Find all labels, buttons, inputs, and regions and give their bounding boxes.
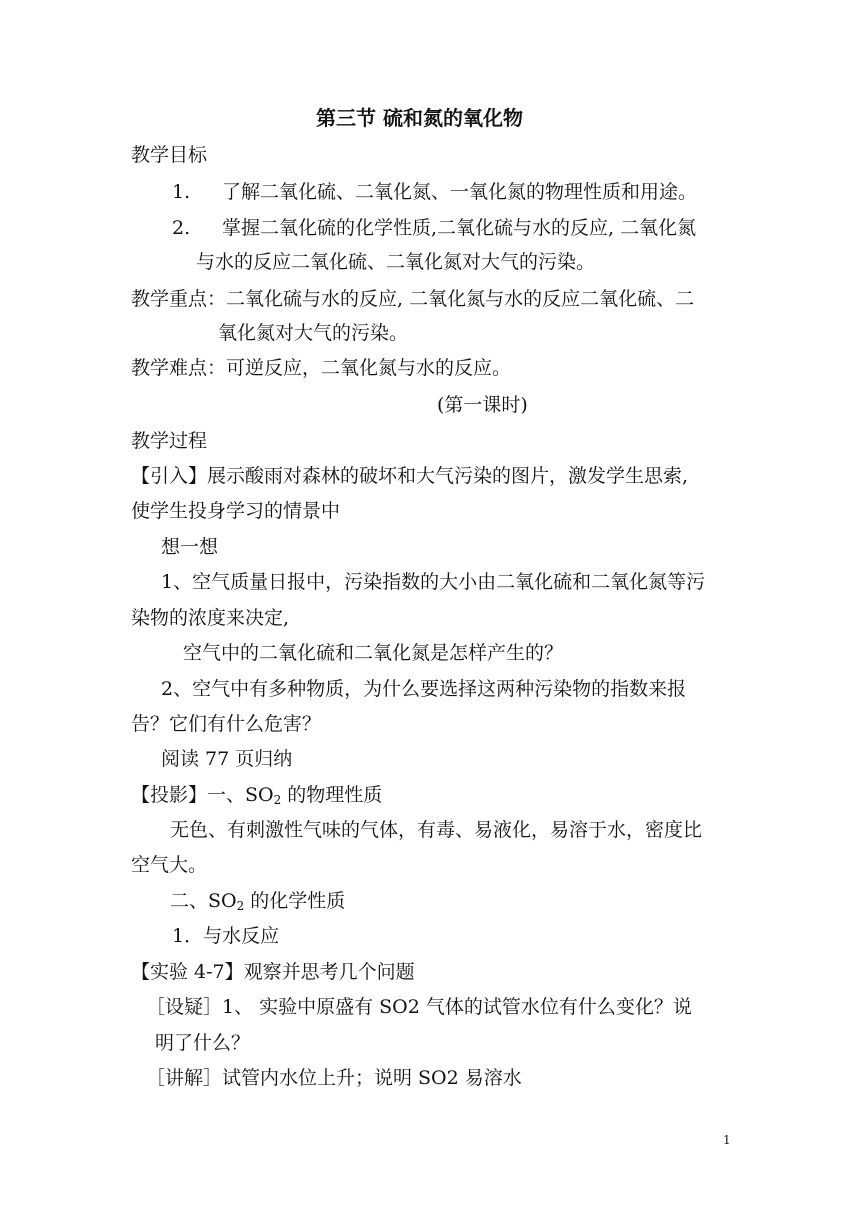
projection-subscript: 2	[273, 793, 282, 807]
objective-1-text: 了解二氧化硫、二氧化氮、一氧化氮的物理性质和用途。	[222, 181, 698, 203]
explanation: ［讲解］试管内水位上升；说明 SO2 易溶水	[146, 1067, 522, 1089]
water-reaction-heading: 1．与水反应	[172, 925, 280, 947]
question-1-line-3: 空气中的二氧化硫和二氧化氮是怎样产生的？	[183, 642, 564, 664]
chem-suffix: 的化学性质	[244, 890, 346, 912]
page-number: 1	[723, 1133, 731, 1147]
reading-note: 阅读 77 页归纳	[161, 748, 293, 770]
key-points-line-1: 教学重点：二氧化硫与水的反应, 二氧化氮与水的反应二氧化硫、二	[131, 288, 695, 310]
experiment-heading: 【实验 4-7】观察并思考几个问题	[131, 961, 415, 983]
chem-prefix: 二、SO	[170, 890, 237, 912]
objective-2-line-1: 掌握二氧化硫的化学性质,二氧化硫与水的反应, 二氧化氮	[222, 217, 697, 239]
doubt-line-2: 明了什么？	[155, 1032, 251, 1054]
think-heading: 想一想	[161, 536, 219, 558]
page-title: 第三节 硫和氮的氧化物	[316, 106, 523, 130]
chem-subscript: 2	[236, 899, 245, 913]
projection-prefix: 【投影】一、SO	[131, 784, 274, 806]
question-1-line-1: 1、空气质量日报中，污染指数的大小由二氧化硫和二氧化氮等污	[161, 571, 706, 593]
projection-heading	[131, 786, 382, 806]
objective-2-line-2: 与水的反应二氧化硫、二氧化氮对大气的污染。	[196, 251, 596, 273]
objectives-heading: 教学目标	[131, 144, 208, 166]
intro-line-2: 使学生投身学习的情景中	[131, 500, 341, 522]
key-points-line-2: 氧化氮对大气的污染。	[218, 322, 409, 344]
intro-line-1: 【引入】展示酸雨对森林的破坏和大气污染的图片，激发学生思索,	[131, 465, 689, 487]
physical-properties-line-2: 空气大。	[131, 854, 208, 876]
question-2-line-2: 告？它们有什么危害？	[131, 713, 322, 735]
question-2-line-1: 2、空气中有多种物质，为什么要选择这两种污染物的指数来报	[161, 678, 687, 700]
physical-properties-line-1: 无色、有刺激性气味的气体，有毒、易液化，易溶于水，密度比	[170, 819, 703, 841]
chemical-properties-heading	[170, 892, 345, 912]
objective-1-number: 1.	[172, 181, 191, 203]
objective-2-number: 2.	[172, 217, 191, 239]
doubt-line-1: ［设疑］1、 实验中原盛有 SO2 气体的试管水位有什么变化？说	[146, 996, 692, 1018]
difficulties: 教学难点：可逆反应，二氧化氮与水的反应。	[131, 357, 512, 379]
projection-suffix: 的物理性质	[281, 784, 383, 806]
process-heading: 教学过程	[131, 430, 208, 452]
lesson-label: (第一课时)	[437, 394, 528, 416]
question-1-line-2: 染物的浓度来决定,	[131, 607, 290, 629]
